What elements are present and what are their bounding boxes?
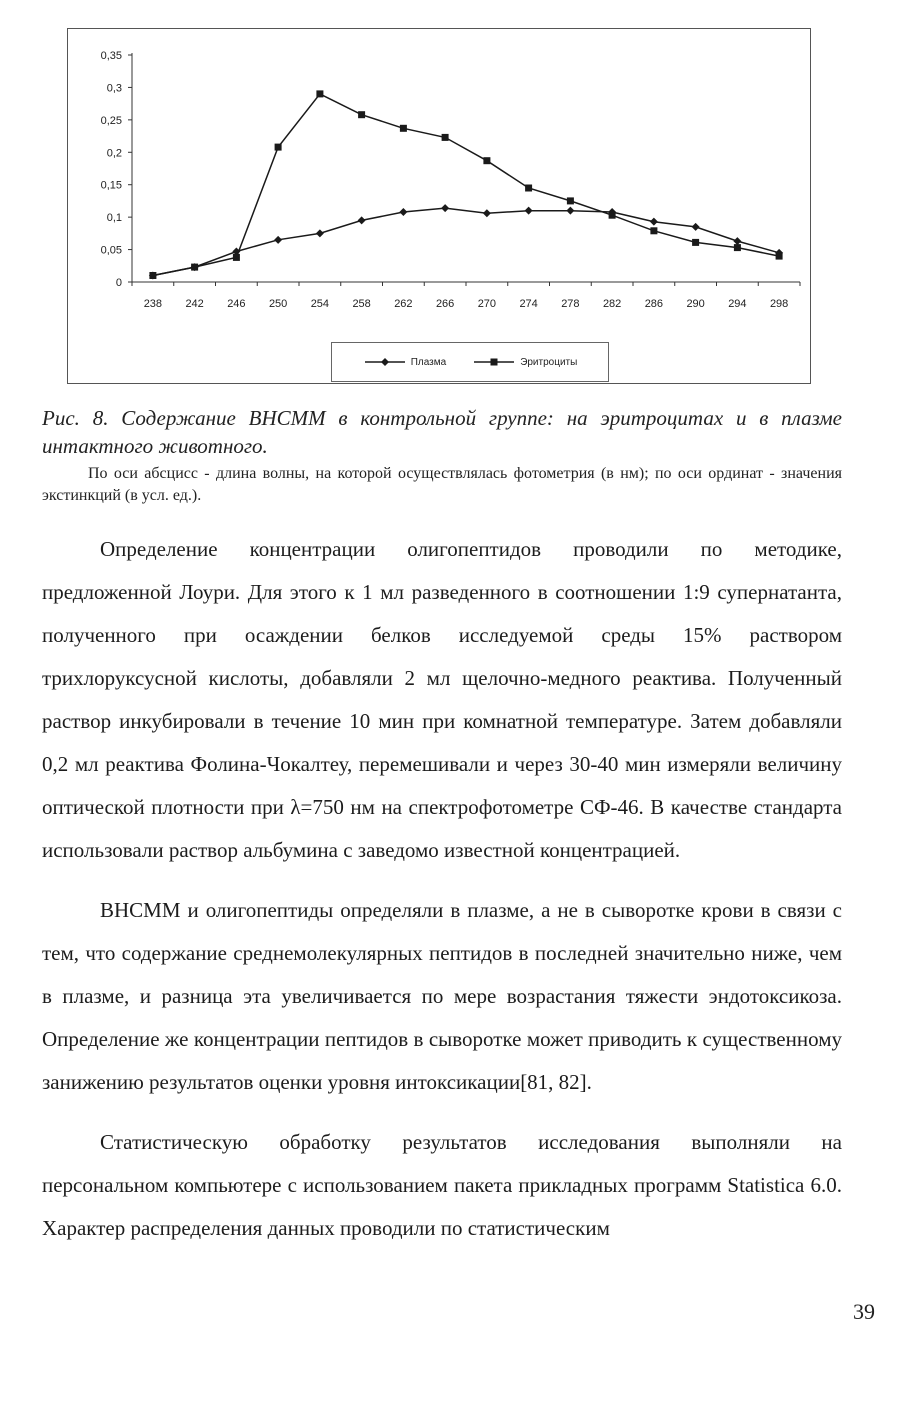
figure-caption-note: По оси абсцисс - длина волны, на которой осуществлялась фотометрия (в нм); по оси ординат - значения экстинкций (в усл. ед.). bbox=[42, 465, 842, 504]
data-point-square bbox=[149, 272, 156, 279]
series-line-1 bbox=[153, 208, 779, 275]
legend-entry-erythrocytes bbox=[472, 357, 577, 368]
x-tick-label: 286 bbox=[644, 298, 664, 310]
data-point-square bbox=[650, 227, 657, 234]
data-point-square bbox=[233, 254, 240, 261]
y-tick-label: 0,3 bbox=[106, 82, 122, 95]
x-tick-label: 270 bbox=[477, 298, 497, 310]
y-tick-label: 0,15 bbox=[100, 179, 122, 192]
legend-diamond-marker-icon bbox=[363, 357, 407, 367]
x-tick-label: 278 bbox=[561, 298, 580, 310]
data-point-diamond bbox=[650, 218, 658, 226]
data-point-diamond bbox=[692, 223, 700, 231]
paragraph-2: ВНСММ и олигопептиды определяли в плазме, а не в сыворотке крови в связи с тем, что содержание среднемолекулярных пептидов в последней значительно ниже, чем в плазме, и разница эта увеличивается по мере возрастания тяжести эндотоксикоза. Определение же концентрации пептидов в сыворотке может приводить к существенному занижению результатов оценки уровня интоксикации[81, 82]. bbox=[42, 898, 842, 1094]
data-point-square bbox=[734, 244, 741, 251]
body-text bbox=[42, 528, 842, 1267]
data-point-square bbox=[316, 90, 323, 97]
data-point-diamond bbox=[733, 237, 741, 245]
data-point-diamond bbox=[566, 207, 574, 215]
data-point-square bbox=[567, 197, 574, 204]
data-point-square bbox=[525, 185, 532, 192]
y-tick-label: 0,2 bbox=[106, 147, 122, 160]
page-number: 39 bbox=[853, 1299, 875, 1324]
chart-legend bbox=[331, 342, 609, 382]
data-point-diamond bbox=[316, 229, 324, 237]
data-point-diamond bbox=[399, 208, 407, 216]
data-point-square bbox=[275, 144, 282, 151]
legend-square-marker-icon bbox=[472, 357, 516, 367]
data-point-diamond bbox=[525, 207, 533, 215]
data-point-diamond bbox=[441, 204, 449, 212]
paragraph-1: Определение концентрации олигопептидов проводили по методике, предложенной Лоури. Для этого к 1 мл разведенного в соотношении 1:9 супернатанта, полученного при осаждении белков исследуемой среды 15% раствором трихлоруксусной кислоты, добавляли 2 мл щелочно-медного реактива. Полученный раствор инкубировали в течение 10 мин при комнатной температуре. Затем добавляли 0,2 мл реактива Фолина-Чокалтеу, перемешивали и через 30-40 мин измеряли величину оптической плотности при λ=750 нм на спектрофотометре СФ-46. В качестве стандарта использовали раствор альбумина с заведомо известной концентрацией. bbox=[42, 537, 842, 862]
x-tick-label: 242 bbox=[185, 298, 204, 310]
x-tick-label: 250 bbox=[268, 298, 288, 310]
line-chart bbox=[68, 29, 812, 385]
data-point-square bbox=[191, 264, 198, 271]
y-tick-label: 0,35 bbox=[100, 50, 122, 62]
data-point-square bbox=[400, 125, 407, 132]
y-tick-label: 0,1 bbox=[106, 212, 122, 225]
x-tick-label: 290 bbox=[686, 298, 705, 310]
chart-frame bbox=[67, 28, 811, 384]
data-point-square bbox=[692, 239, 699, 246]
legend-entry-plasma bbox=[363, 357, 447, 368]
data-point-square bbox=[442, 134, 449, 141]
paragraph-3: Статистическую обработку результатов исследования выполняли на персональном компьютере с использованием пакета прикладных программ Statistica 6.0. Характер распределения данных проводили по статистическим bbox=[42, 1130, 842, 1240]
data-point-diamond bbox=[358, 216, 366, 224]
data-point-diamond bbox=[274, 236, 282, 244]
data-point-square bbox=[358, 111, 365, 118]
x-tick-label: 262 bbox=[394, 298, 413, 310]
x-tick-label: 238 bbox=[143, 298, 163, 310]
x-tick-label: 258 bbox=[352, 298, 371, 310]
data-point-square bbox=[483, 157, 490, 164]
y-tick-label: 0,05 bbox=[100, 244, 122, 257]
figure-caption: Рис. 8. Содержание ВНСММ в контрольной группе: на эритроцитах и в плазме интактного животного. bbox=[42, 406, 842, 458]
y-tick-label: 0,25 bbox=[100, 114, 122, 127]
legend-label-plasma: Плазма bbox=[410, 356, 447, 368]
x-tick-label: 274 bbox=[519, 298, 538, 310]
y-tick-label: 0 bbox=[115, 277, 122, 289]
data-point-square bbox=[776, 253, 783, 260]
x-tick-label: 294 bbox=[728, 298, 747, 310]
x-tick-label: 246 bbox=[227, 298, 246, 310]
legend-label-erythrocytes: Эритроциты bbox=[520, 356, 578, 368]
x-tick-label: 282 bbox=[602, 298, 622, 310]
x-tick-label: 298 bbox=[769, 298, 789, 310]
x-tick-label: 266 bbox=[435, 298, 455, 310]
x-tick-label: 254 bbox=[310, 298, 330, 310]
data-point-square bbox=[609, 212, 616, 219]
data-point-diamond bbox=[483, 209, 491, 217]
